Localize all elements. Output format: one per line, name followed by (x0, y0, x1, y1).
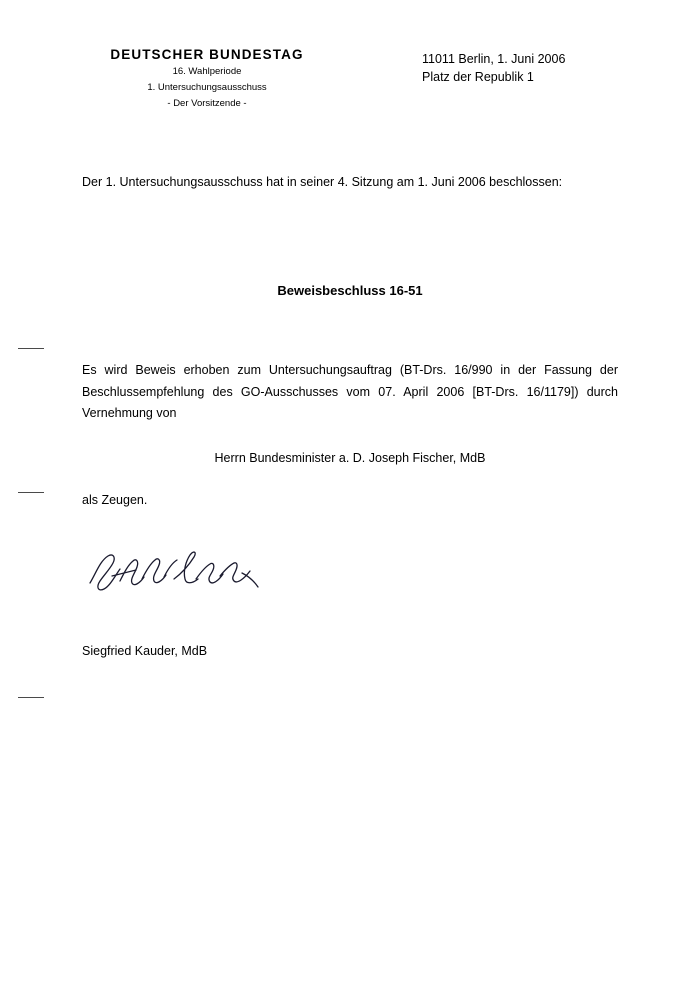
address-line-date: 11011 Berlin, 1. Juni 2006 (422, 52, 566, 66)
letterhead-line-2: 16. Wahlperiode (172, 66, 242, 78)
address-line-street: Platz der Republik 1 (422, 70, 534, 85)
margin-tick-3 (18, 697, 44, 698)
letterhead (82, 47, 332, 110)
closing-paragraph: als Zeugen. (82, 493, 148, 507)
letterhead-line-3: 1. Untersuchungsausschuss (147, 81, 267, 93)
address-block (422, 50, 565, 86)
evidence-paragraph: Es wird Beweis erhoben zum Untersuchungsauftrag (BT-Drs. 16/990 in der Fassung der Beschlussempfehlung des GO-Ausschusses vom 07. April 2006 [BT-Drs. 16/1179]) durch Vernehmung von (82, 363, 618, 420)
signature-name: Siegfried Kauder, MdB (82, 644, 208, 658)
decision-title: Beweisbeschluss 16-51 (277, 283, 423, 298)
intro-paragraph: Der 1. Untersuchungsausschuss hat in seiner 4. Sitzung am 1. Juni 2006 beschlossen: (82, 175, 563, 189)
signature-image (82, 543, 268, 601)
letterhead-title: DEUTSCHER BUNDESTAG (110, 47, 304, 62)
margin-tick-1 (18, 348, 44, 349)
margin-tick-2 (18, 492, 44, 493)
witness-name: Herrn Bundesminister a. D. Joseph Fischer, MdB (214, 451, 486, 465)
letterhead-line-4: - Der Vorsitzende - (167, 97, 247, 109)
